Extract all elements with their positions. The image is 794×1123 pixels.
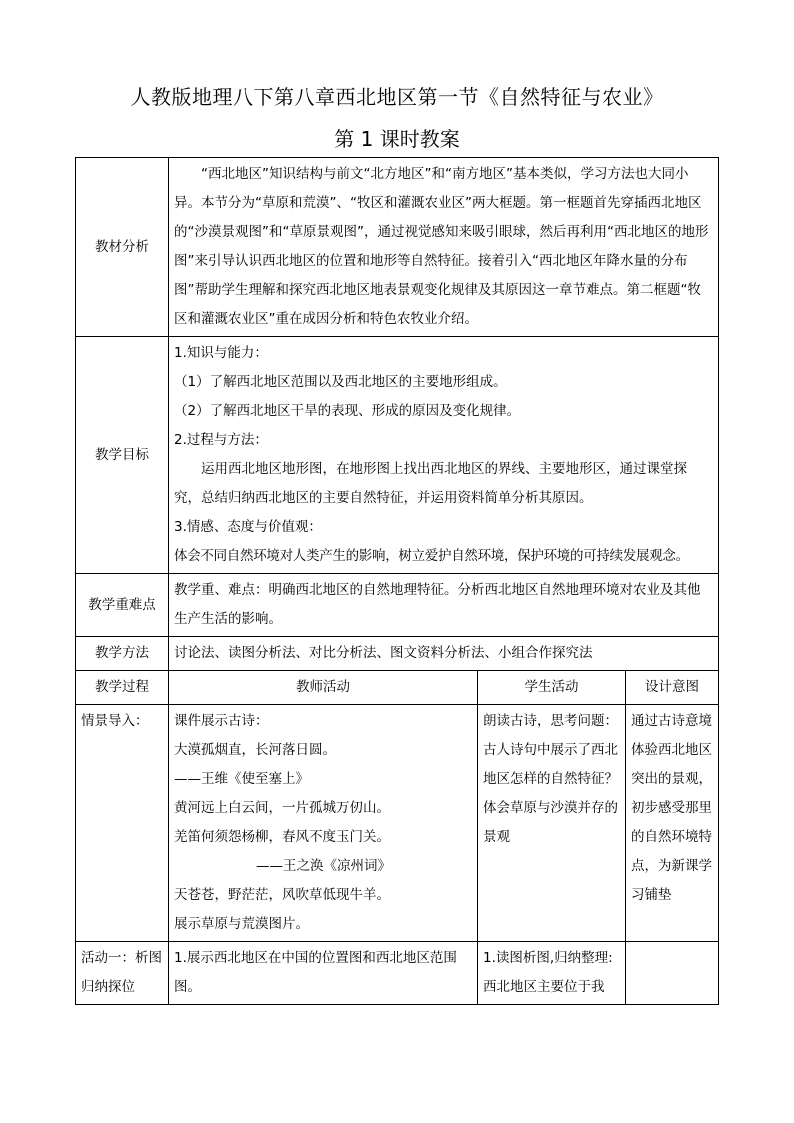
poem-line: 天苍苍，野茫茫，风吹草低现牛羊。: [174, 887, 390, 903]
header-teacher: 教师活动: [169, 671, 478, 705]
header-process: 教学过程: [76, 671, 169, 705]
document-subtitle: 第 1 课时教案: [334, 127, 460, 151]
goals-label: 教学目标: [76, 337, 169, 574]
methods-label: 教学方法: [76, 637, 169, 671]
goal-line: 3.情感、态度与价值观：: [174, 519, 322, 535]
poem-line: 课件展示古诗：: [174, 713, 269, 729]
keypoints-label: 教学重难点: [76, 574, 169, 637]
methods-row: [76, 637, 719, 671]
poem-line: 羌笛何须怨杨柳，春风不度玉门关。: [174, 829, 390, 845]
process-header-row: [76, 671, 719, 705]
goal-line: 运用西北地区地形图，在地形图上找出西北地区的界线、主要地形区，通过课堂探究，总结归纳西北地区的主要自然特征，并运用资料简单分析其原因。: [174, 461, 687, 506]
analysis-row: [76, 158, 719, 337]
intro-row: [76, 705, 719, 942]
intro-student-cell: [478, 705, 626, 942]
activity1-row: [76, 942, 719, 1005]
activity1-student: 1.读图析图,归纳整理:西北地区主要位于我: [478, 942, 626, 1005]
activity1-teacher: 1.展示西北地区在中国的位置图和西北地区范围图。: [169, 942, 478, 1005]
intro-student-text: 朗读古诗，思考问题：古人诗句中展示了西北地区怎样的自然特征？: [483, 713, 618, 787]
poem-line: 展示草原与荒漠图片。: [174, 916, 309, 932]
methods-text: 讨论法、读图分析法、对比分析法、图文资料分析法、小组合作探究法: [169, 637, 719, 671]
intro-teacher-cell: [169, 705, 478, 942]
header-student: 学生活动: [478, 671, 626, 705]
intro-label: 情景导入：: [76, 705, 169, 942]
analysis-label: 教材分析: [76, 158, 169, 337]
analysis-cell: [169, 158, 719, 337]
header-intent: 设计意图: [626, 671, 719, 705]
goal-line: 1.知识与能力：: [174, 345, 268, 361]
poem-line: 黄河远上白云间，一片孤城万仞山。: [174, 800, 390, 816]
activity1-label: 活动一：析图归纳探位: [76, 942, 169, 1005]
poem-line: 大漠孤烟直，长河落日圆。: [174, 742, 336, 758]
keypoints-row: [76, 574, 719, 637]
keypoints-text: 教学重、难点：明确西北地区的自然地理特征。分析西北地区自然地理环境对农业及其他生产生活的影响。: [169, 574, 719, 637]
intro-student-text-2: 体会草原与沙漠并存的景观: [483, 800, 618, 845]
goal-line: 2.过程与方法：: [174, 432, 268, 448]
goal-line: （1）了解西北地区范围以及西北地区的主要地形组成。: [174, 374, 507, 390]
analysis-text: “西北地区”知识结构与前文“北方地区”和“南方地区”基本类似，学习方法也大同小异。本节分为“草原和荒漠”、“牧区和灌溉农业区”两大框题。第一框题首先穿插西北地区的“沙漠景观图”和“草原景观图”，通过视觉感知来吸引眼球，然后再利用“西北地区的地形图”来引导认识西北地区的位置和地形等自然特征。接着引入“西北地区年降水量的分布图”帮助学生理解和探究西北地区地表景观变化规律及其原因这一章节难点。第二框题“牧区和灌溉农业区”重在成因分析和特色农牧业介绍。: [174, 166, 709, 327]
goals-row: [76, 337, 719, 574]
lesson-plan-table: [75, 157, 719, 1005]
poem-line: ——王之涣《凉州词》: [256, 858, 391, 874]
goals-cell: [169, 337, 719, 574]
activity1-intent: [626, 942, 719, 1005]
intro-intent: 通过古诗意境体验西北地区突出的景观，初步感受那里的自然环境特点，为新课学习铺垫: [626, 705, 719, 942]
poem-line: ——王维《使至塞上》: [174, 771, 309, 787]
goal-line: 体会不同自然环境对人类产生的影响，树立爱护自然环境，保护环境的可持续发展观念。: [174, 548, 689, 564]
document-title: 人教版地理八下第八章西北地区第一节《自然特征与农业》: [130, 85, 664, 109]
goal-line: （2）了解西北地区干旱的表现、形成的原因及变化规律。: [174, 403, 521, 419]
